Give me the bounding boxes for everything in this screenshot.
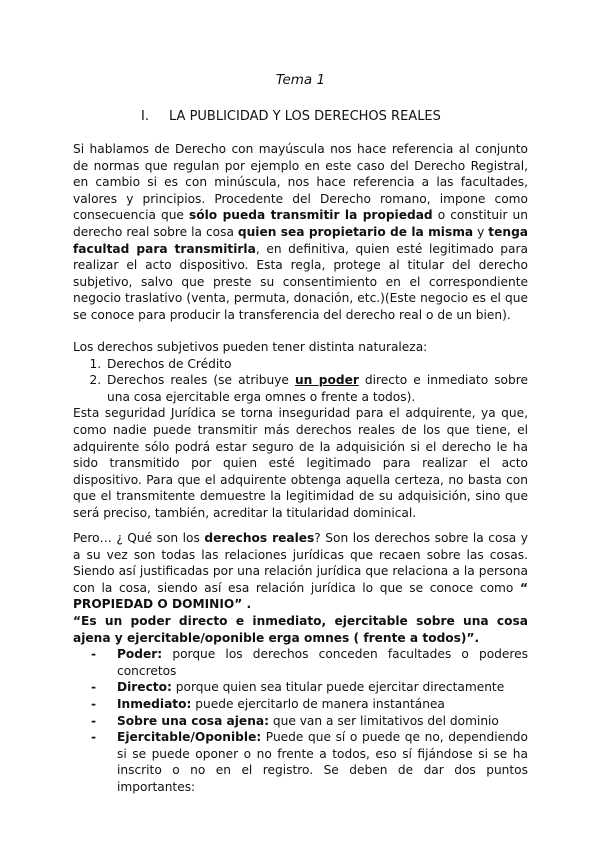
- rights-item-2-text-b: directo e inmediato sobre una cosa ejercitable erga omnes o frente a todos).: [107, 373, 528, 404]
- paragraph-derechos-subjetivos: [73, 339, 528, 522]
- rights-item-2-underlined: un poder: [294, 373, 359, 388]
- paragraph-derechos-reales: [73, 530, 528, 796]
- document-title: Tema 1: [275, 72, 326, 88]
- characteristic-desc: porque los derechos conceden facultades o poderes concretos: [117, 647, 528, 678]
- characteristic-desc: Puede que sí o puede qe no, dependiendo si se puede oponer o no frente a todos, eso sí fijándose si se ha inscrito o no en el registro. Se deben de dar dos puntos importantes:: [117, 730, 528, 794]
- p1-bold-3: tenga facultad para transmitirla: [73, 224, 529, 256]
- p3-bold-term: derechos reales: [204, 531, 315, 545]
- p3-definition: “Es un poder directo e inmediato, ejercitable sobre una cosa ajena y ejercitable/oponible erga omnes ( frente a todos)”.: [73, 613, 528, 645]
- rights-list-item-credito: [105, 356, 528, 373]
- p1-text-d: y: [473, 224, 489, 239]
- characteristic-term: Ejercitable/Oponible:: [117, 730, 262, 745]
- characteristic-term: Directo:: [117, 680, 172, 695]
- characteristic-desc: que van a ser limitativos del dominio: [268, 713, 499, 728]
- rights-list: [73, 356, 528, 406]
- paragraph-derecho: [73, 141, 528, 324]
- characteristic-item: [89, 696, 528, 713]
- characteristic-desc: puede ejercitarlo de manera instantánea: [191, 696, 445, 711]
- characteristic-item: [89, 679, 528, 696]
- rights-item-2-text-a: Derechos reales (se atribuye: [107, 373, 295, 388]
- p1-bold-2: quien sea propietario de la misma: [237, 224, 474, 239]
- characteristic-term: Sobre una cosa ajena:: [117, 713, 269, 728]
- characteristic-term: Poder:: [117, 647, 163, 662]
- characteristic-term: Inmediato:: [117, 696, 192, 711]
- rights-list-item-reales: [105, 372, 528, 405]
- rights-item-1-text: Derechos de Crédito: [107, 356, 232, 371]
- p3-propiedad-dominio: “ PROPIEDAD O DOMINIO” .: [73, 580, 528, 612]
- section-heading-text: LA PUBLICIDAD Y LOS DERECHOS REALES: [169, 109, 441, 124]
- characteristic-item: [89, 713, 528, 730]
- section-heading: [141, 109, 441, 126]
- p1-text-e: , en definitiva, quien esté legitimado para realizar el acto dispositivo. Esta regla, protege al titular del derecho subjetivo, salvo que preste su consentimiento en el correspondiente negocio traslativo (venta, permuta, donación, etc.)(Este negocio es el que se conoce para producir la transferencia del derecho real o de un bien).: [73, 241, 528, 322]
- p1-text-c: o constituir un derecho real sobre la cosa: [73, 208, 529, 239]
- characteristic-item: [89, 729, 528, 795]
- p2-seguridad-juridica: Esta seguridad Jurídica se torna inseguridad para el adquirente, ya que, como nadie puede transmitir más derechos reales de los que tiene, el adquirente sólo podrá estar seguro de la adquisición si el derecho le ha sido transmitido por quien esté legitimado para realizar el acto dispositivo. Para que el adquirente obtenga aquella certeza, no basta con que el transmitente demuestre la legitimidad de su adquisición, sino que será preciso, también, acreditar la titularidad dominical.: [73, 406, 528, 520]
- p1-text-a: Si hablamos de Derecho con mayúscula nos hace referencia al conjunto de normas que regulan por ejemplo en este caso del Derecho Registral, en cambio si es con minúscula, nos hace referencia a las facultades, valores y principios. Procedente del Derecho romano, impone como consecuencia que: [73, 142, 528, 223]
- characteristics-list: [73, 646, 528, 795]
- p1-bold-1: sólo pueda transmitir la propiedad: [188, 208, 433, 223]
- characteristic-desc: porque quien sea titular puede ejercitar directamente: [171, 680, 505, 695]
- p3-question: [73, 530, 528, 613]
- p3-text-c: ? Son los derechos sobre la cosa y a su vez son todas las relaciones jurídicas que recaen sobre las cosas. Siendo así justificadas por una relación jurídica que relaciona a la persona con la cosa, siendo así esa relación jurídica lo que se conoce como: [73, 531, 528, 595]
- p2-intro: Los derechos subjetivos pueden tener distinta naturaleza:: [73, 340, 428, 354]
- characteristic-item: [89, 646, 528, 679]
- p3-text-a: Pero… ¿ Qué son los: [73, 531, 205, 545]
- section-number: I.: [141, 109, 149, 124]
